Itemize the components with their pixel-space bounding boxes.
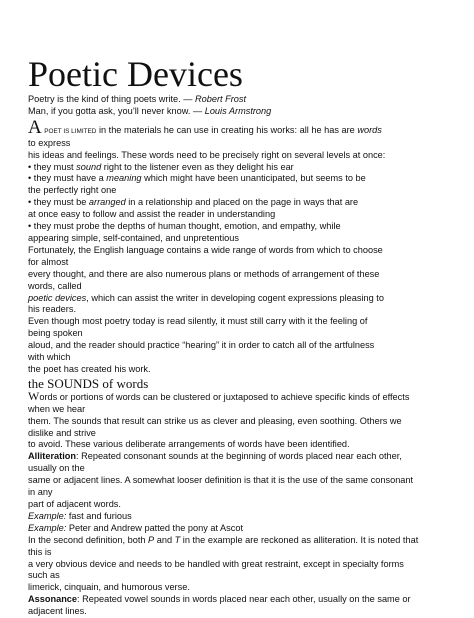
paragraph-line: Even though most poetry today is read silently, it must still carry with it the feeling of: [28, 316, 368, 327]
term-alliteration: Alliteration: [28, 451, 76, 462]
bullet-line: • they must be arranged in a relationship and placed on the page in ways that are: [28, 197, 359, 208]
section-heading: the SOUNDS of words: [28, 375, 149, 391]
paragraph-line: adjacent lines.: [28, 606, 87, 617]
bullet-line: • they must probe the depths of human thought, emotion, and empathy, while: [28, 221, 341, 232]
paragraph-line: his readers.: [28, 304, 77, 315]
paragraph-line: usually on the: [28, 463, 85, 474]
bullet-line: • they must sound right to the listener even as they delight his ear: [28, 161, 294, 172]
paragraph-line: every thought, and there are also numerous plans or methods of arrangement of these: [28, 268, 380, 279]
paragraph-line: at once easy to follow and assist the reader in understanding: [28, 209, 276, 220]
intro-line: A POET IS LIMITED in the materials he can use in creating his works: all he has are words: [28, 116, 382, 138]
paragraph-line: limerick, cinquain, and humorous verse.: [28, 582, 190, 593]
paragraph-line: In the second definition, both P and T in the example are reckoned as alliteration. It is noted that: [28, 534, 419, 545]
paragraph-line: for almost: [28, 256, 69, 267]
paragraph-line: to express: [28, 137, 71, 148]
epigraph-author: Robert Frost: [195, 94, 247, 104]
paragraph-line: same or adjacent lines. A somewhat looser definition is that it is the use of the same consonant: [28, 475, 414, 486]
paragraph-line: being spoken: [28, 328, 83, 339]
paragraph-line: such as: [28, 570, 60, 581]
paragraph-line: in any: [28, 487, 53, 498]
paragraph-line: to avoid. These various deliberate arrangements of words have been identified.: [28, 439, 350, 450]
paragraph-line: dislike and strive: [28, 427, 96, 438]
example-line: Example: Peter and Andrew patted the pony at Ascot: [28, 522, 244, 533]
paragraph-line: aloud, and the reader should practice “hearing” it in order to catch all of the artfulness: [28, 340, 375, 351]
paragraph-line: the poet has created his work.: [28, 363, 151, 374]
paragraph-line: this is: [28, 546, 52, 557]
epigraph-author: Louis Armstrong: [204, 105, 272, 116]
definition-line: Assonance: Repeated vowel sounds in words placed near each other, usually on the same or: [28, 594, 411, 605]
paragraph-line: appearing simple, self-contained, and unpretentious: [28, 232, 239, 243]
paragraph-line: when we hear: [28, 403, 86, 414]
paragraph-line: poetic devices, which can assist the writer in developing cogent expressions pleasing to: [28, 292, 384, 303]
paragraph-line: words, called: [28, 280, 82, 291]
epigraph-2: Man, if you gotta ask, you’ll never know. — Louis Armstrong: [28, 105, 272, 116]
term-assonance: Assonance: [28, 594, 78, 605]
paragraph-line: Words or portions of words can be clustered or juxtaposed to achieve specific kinds of effects: [28, 388, 410, 403]
paragraph-line: them. The sounds that result can strike us as clever and pleasing, even soothing. Others we: [28, 415, 402, 426]
paragraph-line: the perfectly right one: [28, 185, 117, 196]
document-page: [28, 56, 460, 618]
paragraph-line: part of adjacent words.: [28, 499, 121, 509]
paragraph-line: his ideas and feelings. These words need to be precisely right on several levels at once:: [28, 149, 386, 160]
epigraph-1: Poetry is the kind of thing poets write. — Robert Frost: [28, 94, 247, 104]
paragraph-line: with which: [28, 352, 71, 363]
bullet-line: • they must have a meaning which might have been unanticipated, but seems to be: [28, 173, 366, 184]
paragraph-line: Fortunately, the English language contains a wide range of words from which to choose: [28, 244, 383, 255]
paragraph-line: a very obvious device and needs to be handled with great restraint, except in specialty forms: [28, 558, 404, 569]
example-line: Example: fast and furious: [28, 510, 132, 521]
page-title: Poetic Devices: [28, 54, 243, 94]
drop-cap: A: [28, 116, 42, 138]
definition-line: Alliteration: Repeated consonant sounds at the beginning of words placed near each other,: [28, 451, 402, 462]
